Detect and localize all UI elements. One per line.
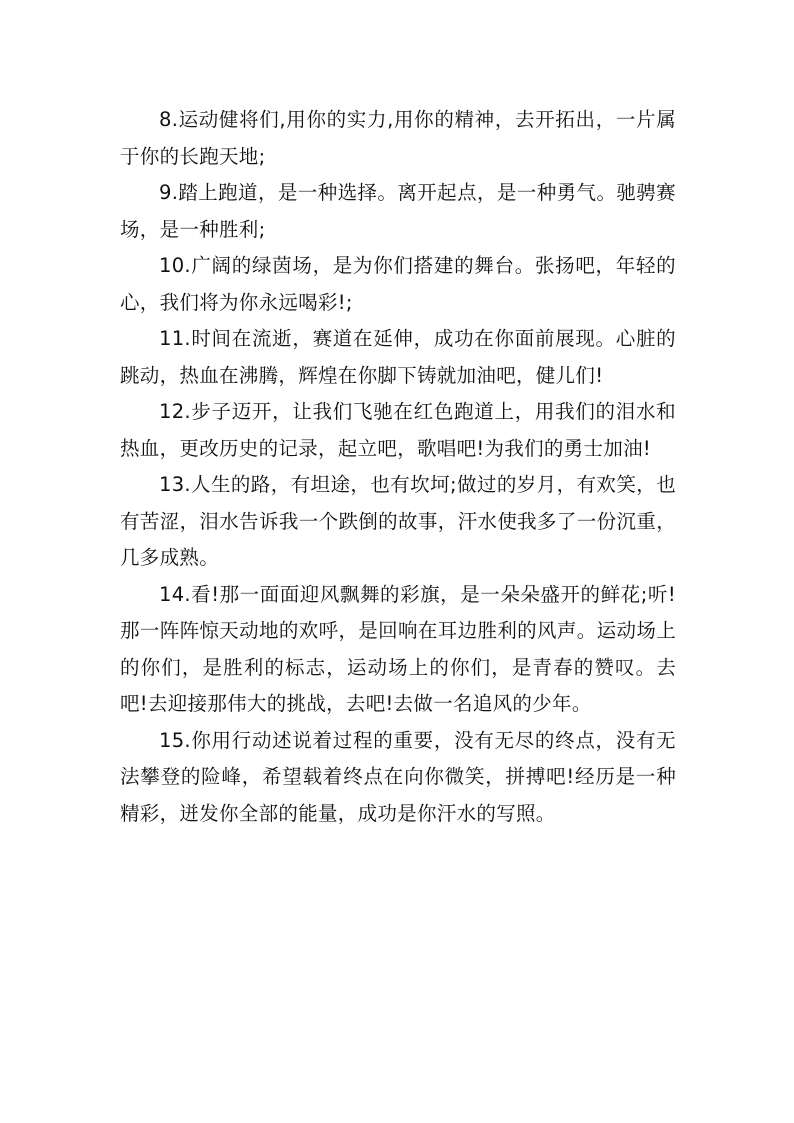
paragraph-10: 10.广阔的绿茵场，是为你们搭建的舞台。张扬吧，年轻的心，我们将为你永远喝彩!; bbox=[120, 254, 676, 314]
paragraph-8: 8.运动健将们,用你的实力,用你的精神，去开拓出，一片属于你的长跑天地; bbox=[120, 108, 676, 168]
paragraph-15: 15.你用行动述说着过程的重要，没有无尽的终点，没有无法攀登的险峰，希望载着终点在向你微笑，拼搏吧!经历是一种精彩，迸发你全部的能量，成功是你汗水的写照。 bbox=[120, 728, 676, 825]
paragraph-9: 9.踏上跑道，是一种选择。离开起点，是一种勇气。驰骋赛场，是一种胜利; bbox=[120, 181, 676, 241]
document-body bbox=[120, 102, 676, 832]
paragraph-11: 11.时间在流逝，赛道在延伸，成功在你面前展现。心脏的跳动，热血在沸腾，辉煌在你脚下铸就加油吧，健儿们! bbox=[120, 327, 676, 387]
paragraph-13: 13.人生的路，有坦途，也有坎坷;做过的岁月，有欢笑，也有苦涩，泪水告诉我一个跌倒的故事，汗水使我多了一份沉重，几多成熟。 bbox=[120, 473, 676, 569]
paragraph-14: 14.看!那一面面迎风飘舞的彩旗，是一朵朵盛开的鲜花;听!那一阵阵惊天动地的欢呼，是回响在耳边胜利的风声。运动场上的你们，是胜利的标志，运动场上的你们，是青春的赞叹。去吧!去迎接那伟大的挑战，去吧!去做一名追风的少年。 bbox=[120, 582, 676, 715]
paragraph-12: 12.步子迈开，让我们飞驰在红色跑道上，用我们的泪水和热血，更改历史的记录，起立吧，歌唱吧!为我们的勇士加油! bbox=[120, 400, 676, 460]
